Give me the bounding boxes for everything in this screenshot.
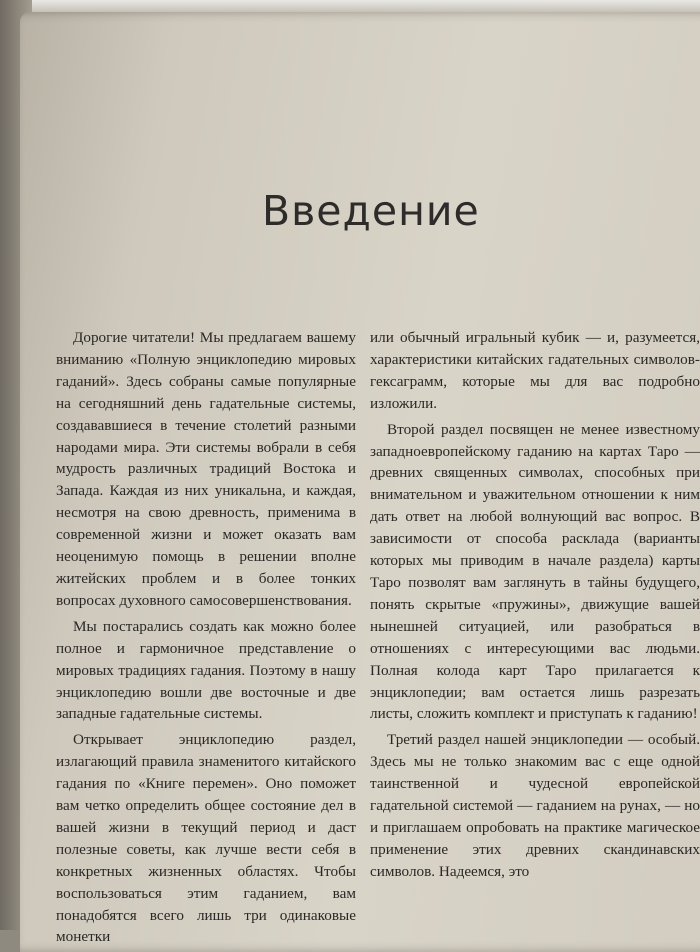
paragraph: Второй раздел посвящен не менее известному западноевропейскому гаданию на картах Таро — древних священных символах, способных при внимательном и уважительном отношении к ним дать ответ на любой волнующий вас вопрос. В зависимости от способа расклада (варианты которых мы приводим в начале раздела) карты Таро позволят вам заглянуть в тайны будущего, понять скрытые «пружины», движущие вашей нынешней ситуацией, или разобраться в отношениях с интересующими вас людьми. Полная колода карт Таро прилагается к энциклопедии; вам остается лишь разрезать листы, сложить комплект и приступать к гаданию! [370, 420, 700, 723]
paragraph: Дорогие читатели! Мы предлагаем вашему вниманию «Полную энциклопедию мировых гаданий». Здесь собраны самые популярные на сегодняшний день гадательные системы, создававшиеся в течение столетий разными народами мира. Эти системы вобрали в себя мудрость различных традиций Востока и Запада. Каждая из них уникальна, и каждая, несмотря на свою древность, применима в современной жизни и может оказать вам неоценимую помощь в решении вполне житейских проблем и в более тонких вопросах духовного самосовершенствования. [56, 329, 356, 609]
page-title: Введение [262, 187, 480, 236]
left-column [56, 327, 356, 952]
paragraph: Открывает энциклопедию раздел, излагающий правила знаменитого китайского гадания по «Книге перемен». Оно поможет вам четко определить общее состояние дел в вашей жизни в текущий период и даст полезные советы, как лучше вести себя в конкретных жизненных областях. Чтобы воспользоваться этим гаданием, вам понадобятся всего лишь три одинаковые монетки [56, 731, 356, 946]
paragraph: Третий раздел нашей энциклопедии — особый. Здесь мы не только знакомим вас с еще одной таинственной и чудесной европейской гадательной системой — гаданием на рунах, — но и приглашаем опробовать на практике магическое применение этих древних скандинавских символов. Надеемся, это [370, 731, 700, 880]
paragraph: или обычный игральный кубик — и, разумеется, характеристики китайских гадательных символов-гексаграмм, которые мы для вас подробно изложили. [370, 329, 700, 412]
right-column [370, 327, 700, 887]
paragraph: Мы постарались создать как можно более полное и гармоничное представление о мировых традициях гадания. Поэтому в нашу энциклопедию вошли две восточные и две западные гадательные системы. [56, 617, 356, 723]
